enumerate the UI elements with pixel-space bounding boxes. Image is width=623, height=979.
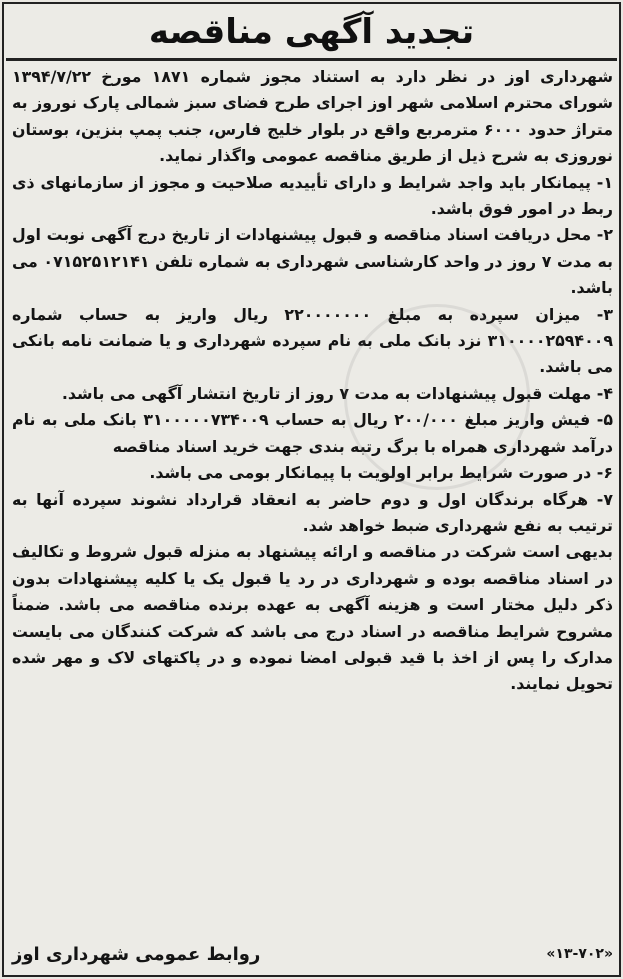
item-5: ۵- فیش واریز مبلغ ۲۰۰/۰۰۰ ریال به حساب ۳۱۰۰۰۰۰۷۳۴۰۰۹ بانک ملی به نام درآمد شهرداری همراه با برگ رتبه بندی جهت خرید اسناد مناقصه <box>12 410 613 456</box>
intro-paragraph: شهرداری اوز در نظر دارد به استناد مجوز شماره ۱۸۷۱ مورخ ۱۳۹۴/۷/۲۲ شورای محترم اسلامی شهر اوز اجرای طرح فضای سبز شمالی پارک نوروز به متراژ حدود ۶۰۰۰ مترمربع واقع در بلوار خلیج فارس، جنب پمپ بنزین، بوستان نوروزی به شرح ذیل از طریق مناقصه عمومی واگذار نماید. <box>12 67 614 166</box>
item-6: ۶- در صورت شرایط برابر اولویت با پیمانکار بومی می باشد. <box>149 463 613 483</box>
signature: روابط عمومی شهرداری اوز <box>12 943 261 965</box>
item-3: ۳- میزان سپرده به مبلغ ۲۲۰۰۰۰۰۰۰ ریال واریز به حساب شماره ۳۱۰۰۰۰۲۵۹۴۰۰۹ نزد بانک ملی به نام سپرده شهرداری و یا ضمانت نامه بانکی می باشد. <box>12 304 613 377</box>
notice-footer <box>12 940 613 968</box>
closing-paragraph: بدیهی است شرکت در مناقصه و ارائه پیشنهاد به منزله قبول شروط و تکالیف در اسناد مناقصه بوده و شهرداری در رد یا قبول یک یا کلیه پیشنهادات بدون ذکر دلیل مختار است و هزینه آگهی به عهده برنده مناقصه می باشد. ضمناً مشروح شرایط مناقصه در اسناد درج می باشد که شرکت کنندگان می بایست مدارک را پس از اخذ با قید قبولی امضا نموده و در پاکتهای لاک و مهر شده تحویل نمایند. <box>12 542 613 694</box>
notice-code: «۱۳-۷۰۲» <box>546 946 613 962</box>
notice-title: تجدید آگهی مناقصه <box>148 12 475 52</box>
notice-body <box>12 64 613 698</box>
item-4: ۴- مهلت قبول پیشنهادات به مدت ۷ روز از تاریخ انتشار آگهی می باشد. <box>61 383 613 403</box>
item-2: ۲- محل دریافت اسناد مناقصه و قبول پیشنهادات از تاریخ درج آگهی نوبت اول به مدت ۷ روز در واحد کارشناسی شهرداری به شماره تلفن ۰۷۱۵۲۵۱۲۱۴۱ می باشد. <box>12 225 613 298</box>
notice-sheet <box>2 2 621 977</box>
item-7: ۷- هرگاه برندگان اول و دوم حاضر به انعقاد قرارداد نشوند سپرده آنها به ترتیب به نفع شهرداری ضبط خواهد شد. <box>12 489 613 535</box>
item-1: ۱- پیمانکار باید واجد شرایط و دارای تأییدیه صلاحیت و مجوز از سازمانهای ذی ربط در امور فوق باشد. <box>12 172 613 219</box>
title-bar <box>6 6 617 61</box>
